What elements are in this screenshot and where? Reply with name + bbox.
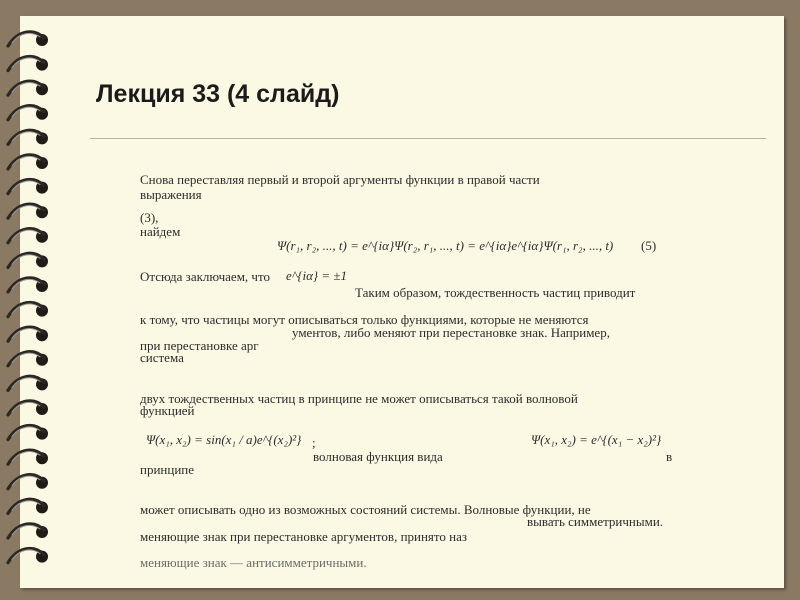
- equation-number: (5): [641, 238, 657, 253]
- slide-title: Лекция 33 (4 слайд): [96, 80, 340, 108]
- body-line: найдем: [140, 224, 181, 239]
- body-line: меняющие знак при перестановке аргументов, принято наз: [140, 529, 468, 544]
- equation-5: Ψ(r₁, r₂, ..., t) = e^{iα}Ψ(r₂, r₁, ..., t) = e^{iα}e^{iα}Ψ(r₁, r₂, ..., t): [277, 238, 614, 253]
- psi-exp-formula: Ψ(x₁, x₂) = e^{(x₁ − x₂)²}: [531, 432, 662, 447]
- body-line: вывать симметричными.: [527, 514, 664, 529]
- body-line: может описывать одно из возможных состояний системы. Волновые функции, не: [140, 502, 591, 517]
- body-line: Отсюда заключаем, что: [140, 269, 270, 284]
- body-line: (3),: [140, 210, 159, 225]
- formula-separator: ;: [312, 435, 316, 450]
- body-line: в: [666, 449, 673, 464]
- body-line: меняющие знак — антисимметричными.: [140, 555, 367, 570]
- body-line: Снова переставляя первый и второй аргументы функции в правой части: [140, 172, 540, 187]
- body-line: выражения: [140, 187, 202, 202]
- body-line: Таким образом, тождественность частиц приводит: [355, 285, 636, 300]
- body-line: при перестановке арг: [140, 338, 259, 353]
- phase-formula: e^{iα} = ±1: [286, 268, 347, 283]
- body-line: принципе: [140, 462, 195, 477]
- body-line: к тому, что частицы могут описываться только функциями, которые не меняются: [140, 312, 589, 327]
- body-line: волновая функция вида: [313, 449, 443, 464]
- body-line: система: [140, 350, 184, 365]
- body-line: ументов, либо меняют при перестановке знак. Например,: [292, 325, 610, 340]
- psi-sin-formula: Ψ(x₁, x₂) = sin(x₁ / a)e^{(x₂)²}: [146, 432, 302, 447]
- body-line: двух тождественных частиц в принципе не может описываться такой волновой: [140, 391, 578, 406]
- body-line: функцией: [140, 403, 195, 418]
